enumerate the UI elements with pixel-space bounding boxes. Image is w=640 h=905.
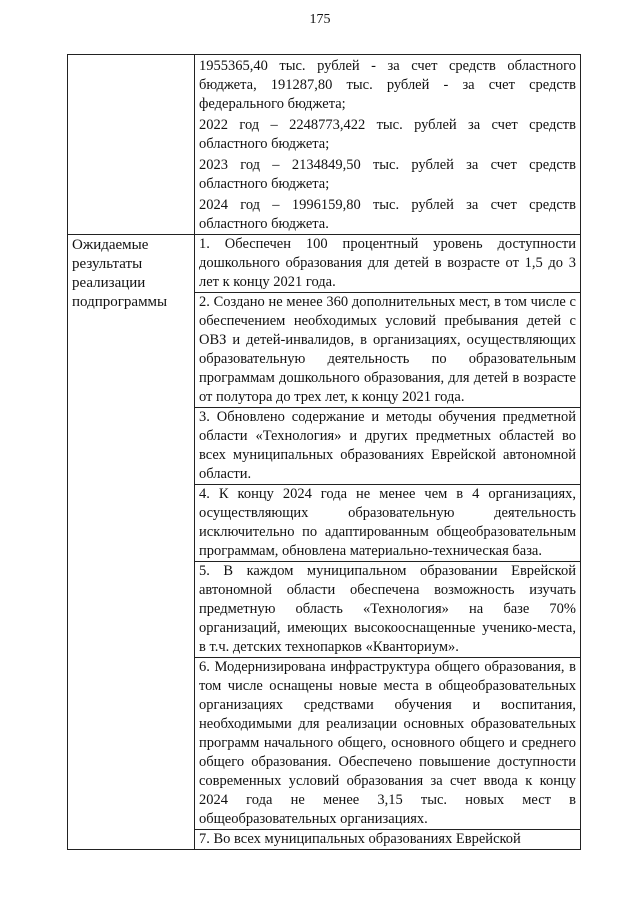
result-item: 7. Во всех муниципальных образованиях Еврейской xyxy=(199,831,521,847)
row-label: Ожидаемые результаты реализации подпрограммы xyxy=(72,237,168,310)
funding-paragraph: 2024 год – 1996159,80 тыс. рублей за счет средств областного бюджета. xyxy=(199,197,576,232)
result-item: 5. В каждом муниципальном образовании Еврейской автономной области обеспечена возможность изучать предметную область «Технология» на базе 70% организаций, имеющих высокооснащенные ученико-места, в т.ч. детских технопарков «Кванториум». xyxy=(195,562,580,658)
table-row xyxy=(68,235,581,850)
result-item: 4. К концу 2024 года не менее чем в 4 организациях, осуществляющих образовательную деятельность исключительно по адаптированным общеобразовательным программам, обновлена материально-техническая база. xyxy=(195,485,580,562)
page-number: 175 xyxy=(309,12,331,27)
results-cell xyxy=(195,235,581,850)
result-item: 6. Модернизирована инфраструктура общего образования, в том числе оснащены новые места в общеобразовательных организациях средствами обучения и воспитания, необходимыми для реализации основных образовательных программ начального общего, основного общего и среднего общего образования. Обеспечено повышение доступности современных условий образования за счет ввода к концу 2024 года не менее 3,15 тыс. новых мест в общеобразовательных организациях. xyxy=(195,658,580,830)
funding-paragraph: 1955365,40 тыс. рублей - за счет средств областного бюджета, 191287,80 тыс. рублей - за счет средств федерального бюджета; xyxy=(199,58,576,112)
funding-paragraph: 2023 год – 2134849,50 тыс. рублей за счет средств областного бюджета; xyxy=(199,157,576,192)
row-label-cell xyxy=(68,235,195,850)
result-item: 3. Обновлено содержание и методы обучения предметной области «Технология» и других предметных областей во всех муниципальных образованиях Еврейской автономной области. xyxy=(195,408,580,485)
funding-paragraph: 2022 год – 2248773,422 тыс. рублей за счет средств областного бюджета; xyxy=(199,117,576,152)
left-cell-empty xyxy=(68,55,195,235)
result-item: 2. Создано не менее 360 дополнительных мест, в том числе с обеспечением необходимых условий пребывания детей с ОВЗ и детей-инвалидов, в организациях, осуществляющих образовательную деятельность по образовательным программам дошкольного образования, для детей в возрасте от полутора до трех лет, к концу 2021 года. xyxy=(195,293,580,408)
result-item: 1. Обеспечен 100 процентный уровень доступности дошкольного образования для детей в возрасте от 1,5 до 3 лет к концу 2021 года. xyxy=(195,235,580,293)
subprogram-table xyxy=(67,54,581,850)
funding-cell xyxy=(195,55,581,235)
table-row xyxy=(68,55,581,235)
